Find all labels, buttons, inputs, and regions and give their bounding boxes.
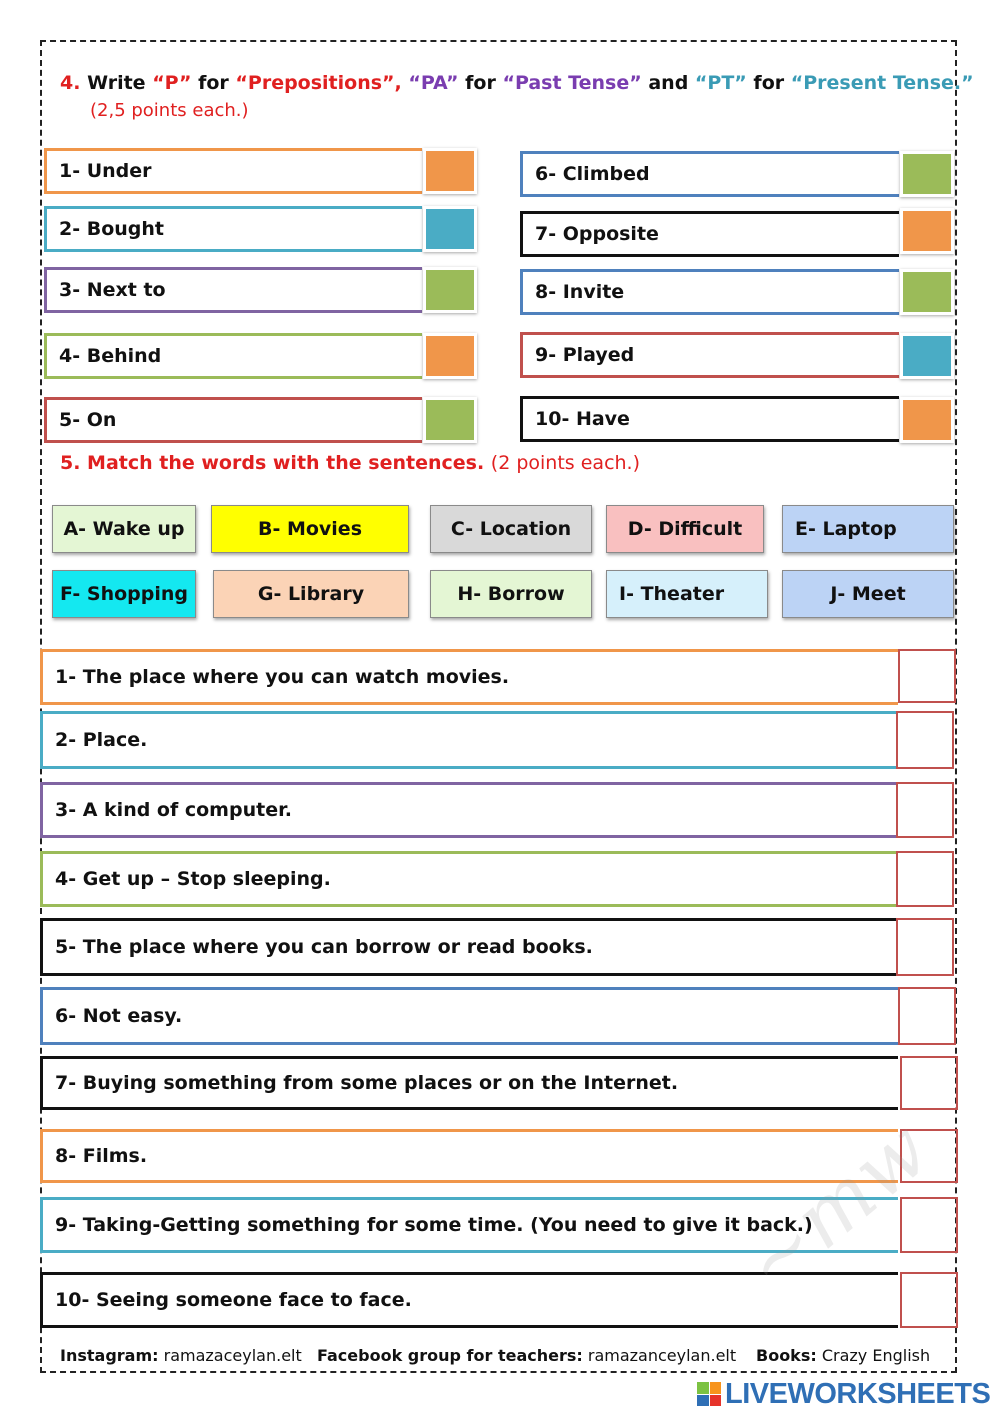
q4-for: for <box>465 72 496 94</box>
sentence-row: 4- Get up – Stop sleeping. <box>40 851 898 907</box>
option-library[interactable]: G- Library <box>213 570 409 618</box>
option-meet[interactable]: J- Meet <box>782 570 954 618</box>
q5-instruction <box>60 452 640 474</box>
footer-facebook <box>317 1346 736 1365</box>
option-laptop[interactable]: E- Laptop <box>782 505 954 553</box>
sentence-row: 9- Taking-Getting something for some time. (You need to give it back.) <box>40 1197 898 1253</box>
sentence-answer-box[interactable] <box>896 851 954 907</box>
option-theater[interactable]: I- Theater <box>606 570 768 618</box>
q4-p-code: “P” <box>152 72 192 94</box>
q4-answer-box[interactable] <box>423 206 477 252</box>
q4-instruction <box>60 72 974 94</box>
q4-answer-box[interactable] <box>900 208 954 254</box>
sentence-row: 3- A kind of computer. <box>40 782 898 838</box>
sentence-row: 7- Buying something from some places or on the Internet. <box>40 1056 898 1110</box>
q4-points: (2,5 points each.) <box>90 100 249 121</box>
q4-word-row: 1- Under <box>44 148 422 194</box>
q4-for: for <box>753 72 785 94</box>
facebook-value: ramazanceylan.elt <box>587 1346 737 1365</box>
q4-word-row: 8- Invite <box>520 269 899 315</box>
sentence-row: 6- Not easy. <box>40 987 898 1045</box>
sentence-row: 1- The place where you can watch movies. <box>40 649 898 705</box>
q4-answer-box[interactable] <box>900 151 954 197</box>
sentence-row: 2- Place. <box>40 711 898 769</box>
liveworksheets-logo-text: LIVEWORKSHEETS <box>725 1377 991 1410</box>
q4-write: Write <box>87 72 146 94</box>
q4-word-row: 5- On <box>44 397 422 443</box>
q4-answer-box[interactable] <box>900 269 954 315</box>
q4-answer-box[interactable] <box>423 148 477 194</box>
q4-answer-box[interactable] <box>423 267 477 313</box>
option-borrow[interactable]: H- Borrow <box>430 570 592 618</box>
q4-past-tense: “Past Tense” <box>502 72 642 94</box>
sentence-row: 8- Films. <box>40 1129 898 1183</box>
sentence-answer-box[interactable] <box>900 1129 958 1183</box>
books-label: Books: <box>756 1346 817 1365</box>
option-location[interactable]: C- Location <box>430 505 592 553</box>
q4-answer-box[interactable] <box>423 397 477 443</box>
q4-word-row: 6- Climbed <box>520 151 899 197</box>
footer-books <box>756 1346 930 1365</box>
option-shopping[interactable]: F- Shopping <box>52 570 196 618</box>
q4-and: and <box>648 72 689 94</box>
liveworksheets-badge-icon <box>697 1382 721 1406</box>
q4-answer-box[interactable] <box>900 397 954 443</box>
q4-word-row: 7- Opposite <box>520 211 899 257</box>
liveworksheets-logo[interactable] <box>697 1377 990 1411</box>
option-wake-up[interactable]: A- Wake up <box>52 505 196 553</box>
sentence-answer-box[interactable] <box>898 649 956 703</box>
instagram-value: ramazaceylan.elt <box>163 1346 302 1365</box>
q4-pt-code: “PT” <box>694 72 747 94</box>
watermark: ~mw <box>724 1102 947 1311</box>
q4-present-tense: “Present Tense.” <box>790 72 974 94</box>
sentence-answer-box[interactable] <box>896 782 954 838</box>
q4-answer-box[interactable] <box>423 333 477 379</box>
facebook-label: Facebook group for teachers: <box>317 1346 583 1365</box>
q4-number: 4. <box>60 72 81 94</box>
sentence-answer-box[interactable] <box>900 1056 958 1110</box>
sentence-answer-box[interactable] <box>896 711 954 769</box>
q5-points: (2 points each.) <box>490 452 641 474</box>
books-value: Crazy English <box>821 1346 931 1365</box>
q4-word-row: 4- Behind <box>44 333 422 379</box>
q4-word-row: 3- Next to <box>44 267 422 313</box>
q4-answer-box[interactable] <box>900 333 954 379</box>
sentence-answer-box[interactable] <box>900 1197 958 1253</box>
q4-word-row: 9- Played <box>520 332 899 378</box>
sentence-row: 5- The place where you can borrow or read books. <box>40 918 898 976</box>
q4-prepositions: “Prepositions”, <box>235 72 402 94</box>
sentence-answer-box[interactable] <box>900 1272 958 1328</box>
sentence-row: 10- Seeing someone face to face. <box>40 1272 898 1328</box>
footer-instagram <box>60 1346 302 1365</box>
q4-pa-code: “PA” <box>408 72 459 94</box>
instagram-label: Instagram: <box>60 1346 159 1365</box>
sentence-answer-box[interactable] <box>896 918 954 976</box>
option-difficult[interactable]: D- Difficult <box>606 505 764 553</box>
q5-title: 5. Match the words with the sentences. <box>60 452 485 474</box>
option-movies[interactable]: B- Movies <box>211 505 409 553</box>
q4-word-row: 10- Have <box>520 396 899 442</box>
sentence-answer-box[interactable] <box>898 987 956 1045</box>
q4-for: for <box>198 72 229 94</box>
q4-word-row: 2- Bought <box>44 206 422 252</box>
